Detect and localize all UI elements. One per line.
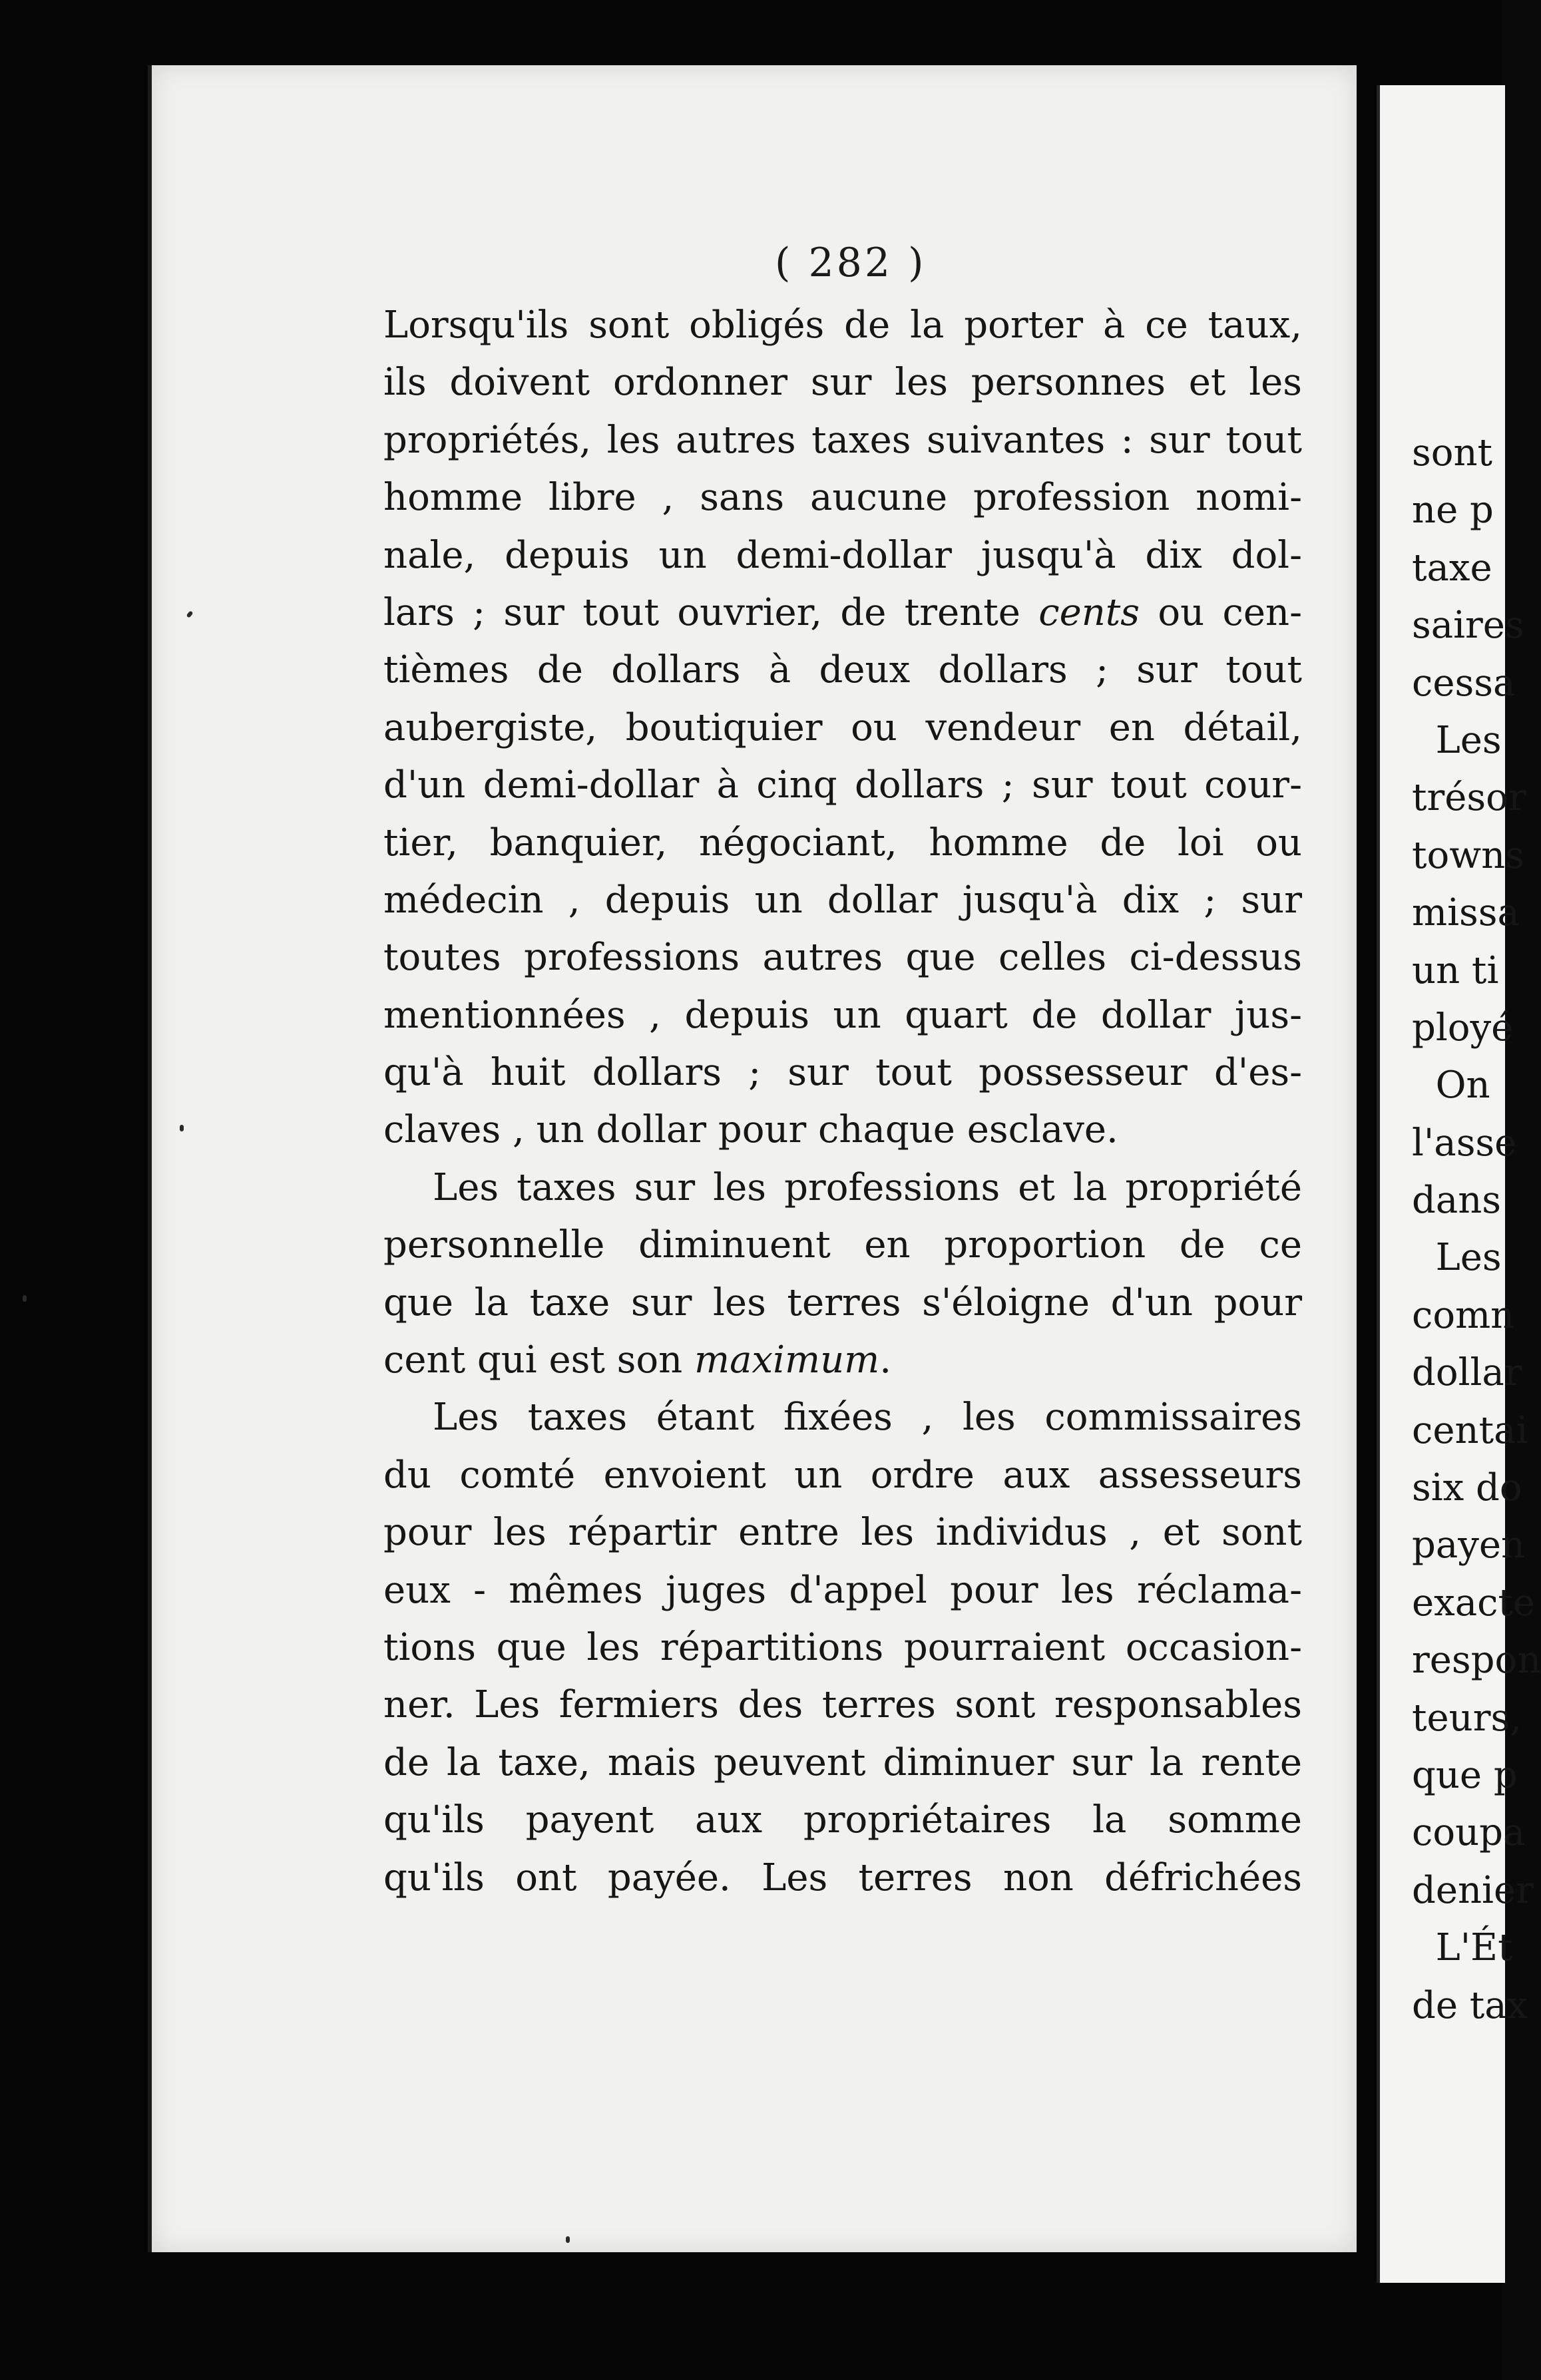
text-segment: ou cen- [1140,590,1302,634]
text-line: qu'ils payent aux propriétaires la somme [383,1798,1302,1842]
right-text-line: centai [1412,1408,1528,1452]
text-segment: lars ; sur tout ouvrier, de trente [383,590,1039,634]
right-text-line: taxe [1412,546,1492,590]
text-line: nale, depuis un demi-dollar jusqu'à dix dol- [383,533,1302,577]
left-page-text [383,297,1302,1907]
text-line: Lorsqu'ils sont obligés de la porter à ce taux, [383,303,1302,347]
text-line: mentionnées , depuis un quart de dollar jus- [383,993,1302,1037]
text-line: qu'ils ont payée. Les terres non défrichées [383,1856,1302,1899]
ink-speck [23,1295,27,1302]
text-line: claves , un dollar pour chaque esclave. [383,1108,1118,1152]
page-number: ( 282 ) [775,240,927,286]
right-page-text [1412,425,1541,2035]
text-line: aubergiste, boutiquier ou vendeur en détail, [383,705,1302,749]
right-text-line: denier [1412,1868,1534,1912]
right-text-line: towns [1412,833,1524,877]
right-text-line: dollar [1412,1351,1522,1395]
right-text-line: trésor [1412,776,1526,820]
text-line: Les taxes sur les professions et la propriété [433,1165,1302,1209]
text-line: Les taxes étant fixées , les commissaires [433,1396,1302,1440]
text-line: qu'à huit dollars ; sur tout possesseur d'es- [383,1051,1302,1095]
right-text-line: coupa [1412,1811,1526,1855]
text-line: personnelle diminuent en proportion de ce [383,1223,1302,1267]
right-text-line: payen [1412,1523,1526,1567]
text-line [383,584,1302,642]
text-line: médecin , depuis un dollar jusqu'à dix ; sur [383,878,1302,922]
text-line: toutes professions autres que celles ci-dessus [383,936,1302,980]
right-text-line: un ti [1412,948,1499,992]
right-text-line: Les [1412,718,1502,762]
right-text-line: de tax [1412,1983,1528,2027]
text-line: d'un demi-dollar à cinq dollars ; sur tout cour- [383,763,1302,807]
right-text-line: l'asse [1412,1121,1517,1165]
text-line: tier, banquier, négociant, homme de loi ou [383,821,1302,865]
italic-word: maximum [694,1338,880,1382]
right-text-line: respon [1412,1639,1541,1683]
right-text-line: Les [1412,1236,1502,1280]
ink-speck [566,2236,570,2243]
right-text-line: comn [1412,1293,1515,1337]
italic-word: cents [1038,590,1140,634]
right-text-line: saires [1412,604,1524,648]
right-text-line: teurs, [1412,1696,1522,1740]
right-text-line: L'Ét [1412,1926,1513,1970]
right-text-line: sont [1412,431,1493,475]
ink-speck [180,1125,184,1131]
right-text-line: On [1412,1064,1490,1107]
text-line: du comté envoient un ordre aux assesseurs [383,1453,1302,1497]
text-line [383,1332,1302,1389]
text-segment: cent qui est son [383,1338,695,1382]
right-text-line: six do [1412,1466,1522,1510]
right-page [1377,85,1541,2283]
right-text-line: ployé [1412,1006,1514,1050]
right-text-line: que p [1412,1753,1518,1797]
text-line: que la taxe sur les terres s'éloigne d'un pour [383,1281,1302,1324]
text-segment: . [879,1338,892,1382]
text-line: tions que les répartitions pourraient occasion- [383,1625,1302,1669]
text-line: tièmes de dollars à deux dollars ; sur tout [383,648,1302,692]
text-line: propriétés, les autres taxes suivantes : sur tout [383,418,1302,462]
text-line: de la taxe, mais peuvent diminuer sur la rente [383,1740,1302,1784]
text-line: homme libre , sans aucune profession nomi- [383,476,1302,520]
text-line: ner. Les fermiers des terres sont responsables [383,1683,1302,1727]
text-line: eux - mêmes juges d'appel pour les réclama- [383,1568,1302,1612]
text-line: ils doivent ordonner sur les personnes et les [383,361,1302,405]
right-text-line: exacte [1412,1581,1536,1625]
right-text-line: ne p [1412,489,1494,532]
text-line: pour les répartir entre les individus , et sont [383,1511,1302,1555]
right-text-line: dans [1412,1179,1502,1223]
right-text-line: cessa [1412,661,1516,705]
right-text-line: missa [1412,891,1520,935]
